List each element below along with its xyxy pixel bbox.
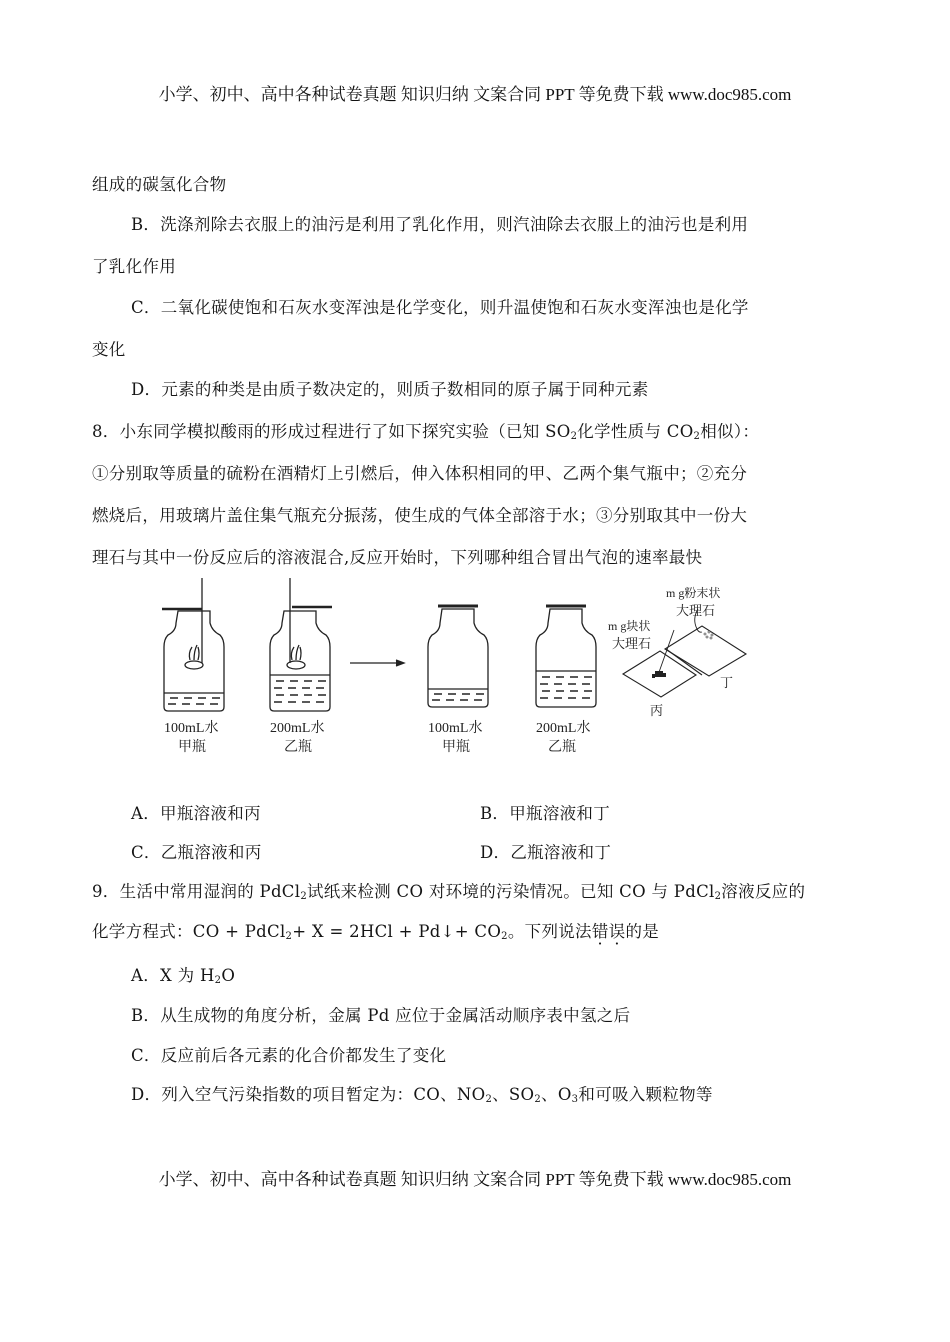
q8-stem-line3: 燃烧后，用玻璃片盖住集气瓶充分振荡，使生成的气体全部溶于水；③分别取其中一份大 [92, 506, 748, 525]
q8-stem-line2: ①分别取等质量的硫粉在酒精灯上引燃后，伸入体积相同的甲、乙两个集气瓶中；②充分 [92, 464, 748, 483]
q8-option-a: A．甲瓶溶液和丙 [131, 804, 261, 823]
page-header: 小学、初中、高中各种试卷真题 知识归纳 文案合同 PPT 等免费下载 www.doc985.com [158, 85, 792, 104]
bottle4-name-label: 乙瓶 [548, 740, 576, 755]
page-footer: 小学、初中、高中各种试卷真题 知识归纳 文案合同 PPT 等免费下载 www.doc985.com [158, 1170, 792, 1189]
bottle1-volume-label: 100mL水 [164, 721, 219, 736]
bottle1-name-label: 甲瓶 [178, 740, 206, 755]
emphasis-char: 误 [608, 922, 626, 941]
lump-marble-icon [652, 671, 666, 678]
plate-ding-label: 丁 [720, 675, 734, 690]
q9-option-d: D．列入空气污染指数的项目暂定为：CO、$NO_2$、$SO_2$、$O_3$和可吸入颗粒物等 [131, 1085, 713, 1105]
bottle2-name-label: 乙瓶 [284, 740, 312, 755]
lump-label-line1: m g块状 [608, 619, 651, 633]
bottle3-volume-label: 100mL水 [428, 721, 483, 736]
q7-option-c-line2: 变化 [92, 340, 126, 359]
bottle-yi-burning [270, 578, 332, 711]
experiment-figure [150, 575, 800, 760]
q8-stem-line1: 8．小东同学模拟酸雨的形成过程进行了如下探究实验（已知 $SO_2$化学性质与 $CO_2$相似）： [92, 422, 760, 442]
q8-stem-line4: 理石与其中一份反应后的溶液混合,反应开始时，下列哪种组合冒出气泡的速率最快 [92, 548, 703, 567]
q8-option-b: B．甲瓶溶液和丁 [480, 804, 611, 823]
q9-stem-line2: 化学方程式：CO + PdCl$_2$+ X = 2HCl + Pd↓+ $CO_2$。下列说法错误的是 [92, 922, 660, 942]
q8-option-d: D．乙瓶溶液和丁 [480, 843, 612, 862]
lump-label-line2: 大理石 [612, 636, 652, 651]
bottle-yi-covered [536, 606, 596, 707]
q7-option-c-line1: C．二氧化碳使饱和石灰水变浑浊是化学变化，则升温使饱和石灰水变浑浊也是化学 [131, 298, 749, 317]
bottle-jia-burning [162, 578, 224, 711]
bottle-jia-covered [428, 606, 488, 707]
powder-label-line1: m g粉末状 [666, 586, 721, 600]
bottle2-volume-label: 200mL水 [270, 721, 325, 736]
q8-option-c: C．乙瓶溶液和丙 [131, 843, 262, 862]
q7-option-d: D．元素的种类是由质子数决定的，则质子数相同的原子属于同种元素 [131, 380, 649, 399]
q9-stem-line1: 9．生活中常用湿润的 PdCl$_2$试纸来检测 CO 对环境的污染情况。已知 CO 与 PdCl$_2$溶液反应的 [92, 882, 806, 902]
bottle4-volume-label: 200mL水 [536, 721, 591, 736]
q7-option-b-line2: 了乳化作用 [92, 257, 176, 276]
q7-continuation: 组成的碳氢化合物 [92, 175, 227, 194]
emphasis-char: 错 [591, 922, 609, 941]
powder-label-line2: 大理石 [676, 603, 716, 618]
q9-option-a: A．X 为 $H_2O$ [131, 966, 236, 986]
plate-bing-label: 丙 [650, 703, 664, 718]
arrow-icon [350, 660, 404, 666]
q9-option-b: B．从生成物的角度分析，金属 Pd 应位于金属活动顺序表中氢之后 [131, 1006, 631, 1025]
bottle3-name-label: 甲瓶 [442, 740, 470, 755]
q9-option-c: C．反应前后各元素的化合价都发生了变化 [131, 1046, 447, 1065]
q7-option-b-line1: B．洗涤剂除去衣服上的油污是利用了乳化作用，则汽油除去衣服上的油污也是利用 [131, 215, 749, 234]
